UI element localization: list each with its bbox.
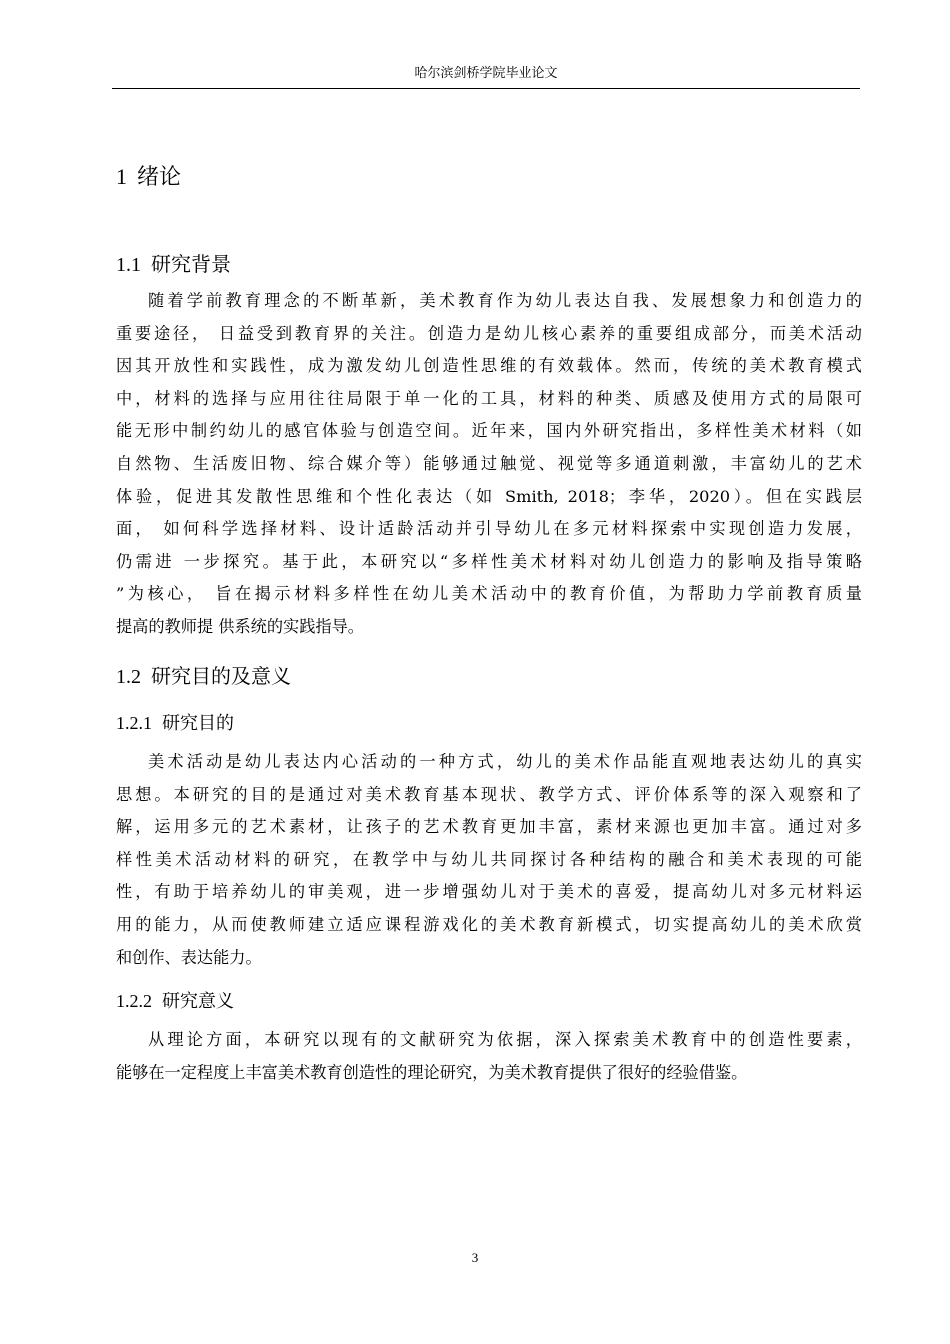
chapter-number: 1 <box>116 164 127 189</box>
page-header <box>112 62 860 81</box>
text-line: 思想。本研究的目的是通过对美术教育基本现状、教学方式、评价体系等的深入观察和了 <box>116 784 862 804</box>
text-line: 和创作、表达能力。 <box>116 947 262 967</box>
text-line: 中，材料的选择与应用往往局限于单一化的工具，材料的种类、质感及使用方式的局限可 <box>116 388 862 408</box>
section-title: 研究目的及意义 <box>151 664 291 688</box>
section-heading-1-2 <box>116 660 291 689</box>
text-line: 性，有助于培养幼儿的审美观，进一步增强幼儿对于美术的喜爱，提高幼儿对多元材料运 <box>116 882 862 902</box>
text-line: 样性美术活动材料的研究，在教学中与幼儿共同探讨各种结构的融合和美术表现的可能 <box>116 849 862 869</box>
paragraph-research-purpose <box>116 746 862 974</box>
text-line: 提高的教师提 供系统的实践指导。 <box>116 616 364 636</box>
paragraph-research-background <box>116 285 862 644</box>
text-line: 面， 如何科学选择材料、设计适龄活动并引导幼儿在多元材料探索中实现创造力发展， <box>116 519 862 539</box>
page-number: 3 <box>471 1250 479 1265</box>
paragraph-research-significance <box>116 1024 862 1089</box>
text-line: ”为核心， 旨在揭示材料多样性在幼儿美术活动中的教育价值，为帮助力学前教育质量 <box>116 584 862 604</box>
subsection-number: 1.2.1 <box>116 713 152 733</box>
text-line: 从理论方面，本研究以现有的文献研究为依据，深入探索美术教育中的创造性要素， <box>148 1030 862 1049</box>
section-heading-1-1 <box>116 248 231 277</box>
chapter-heading <box>116 160 181 191</box>
text-line: 仍需进 一步探究。基于此，本研究以“多样性美术材料对幼儿创造力的影响及指导策略 <box>116 551 862 571</box>
text-line: 能够在一定程度上丰富美术教育创造性的理论研究，为美术教育提供了很好的经验借鉴。 <box>116 1062 748 1082</box>
text-line: 因其开放性和实践性，成为激发幼儿创造性思维的有效载体。然而，传统的美术教育模式 <box>116 356 862 376</box>
subsection-title: 研究意义 <box>162 991 234 1012</box>
subsection-heading-1-2-1 <box>116 709 234 735</box>
subsection-number: 1.2.2 <box>116 991 152 1011</box>
text-line: 美术活动是幼儿表达内心活动的一种方式，幼儿的美术作品能直观地表达幼儿的真实 <box>148 752 862 771</box>
header-rule <box>112 88 860 89</box>
text-line: 自然物、生活废旧物、综合媒介等）能够通过触觉、视觉等多通道刺激，丰富幼儿的艺术 <box>116 453 862 473</box>
section-number: 1.1 <box>116 254 141 276</box>
chapter-title: 绪论 <box>137 165 182 190</box>
text-line: 能无形中制约幼儿的感官体验与创造空间。近年来，国内外研究指出，多样性美术材料（如 <box>116 421 862 441</box>
text-line: 体验，促进其发散性思维和个性化表达（如 Smith, 2018；李华，2020）。但在实践层 <box>116 486 862 506</box>
subsection-heading-1-2-2 <box>116 987 234 1013</box>
text-line: 用的能力，从而使教师建立适应课程游戏化的美术教育新模式，切实提高幼儿的美术欣赏 <box>116 914 862 934</box>
section-number: 1.2 <box>116 666 141 688</box>
text-line: 解，运用多元的艺术素材，让孩子的艺术教育更加丰富，素材来源也更加丰富。通过对多 <box>116 817 862 837</box>
section-title: 研究背景 <box>151 252 231 276</box>
header-title: 哈尔滨剑桥学院毕业论文 <box>414 65 558 80</box>
subsection-title: 研究目的 <box>162 713 234 734</box>
text-line: 重要途径， 日益受到教育界的关注。创造力是幼儿核心素养的重要组成部分，而美术活动 <box>116 323 862 343</box>
text-line: 随着学前教育理念的不断革新，美术教育作为幼儿表达自我、发展想象力和创造力的 <box>148 291 862 310</box>
